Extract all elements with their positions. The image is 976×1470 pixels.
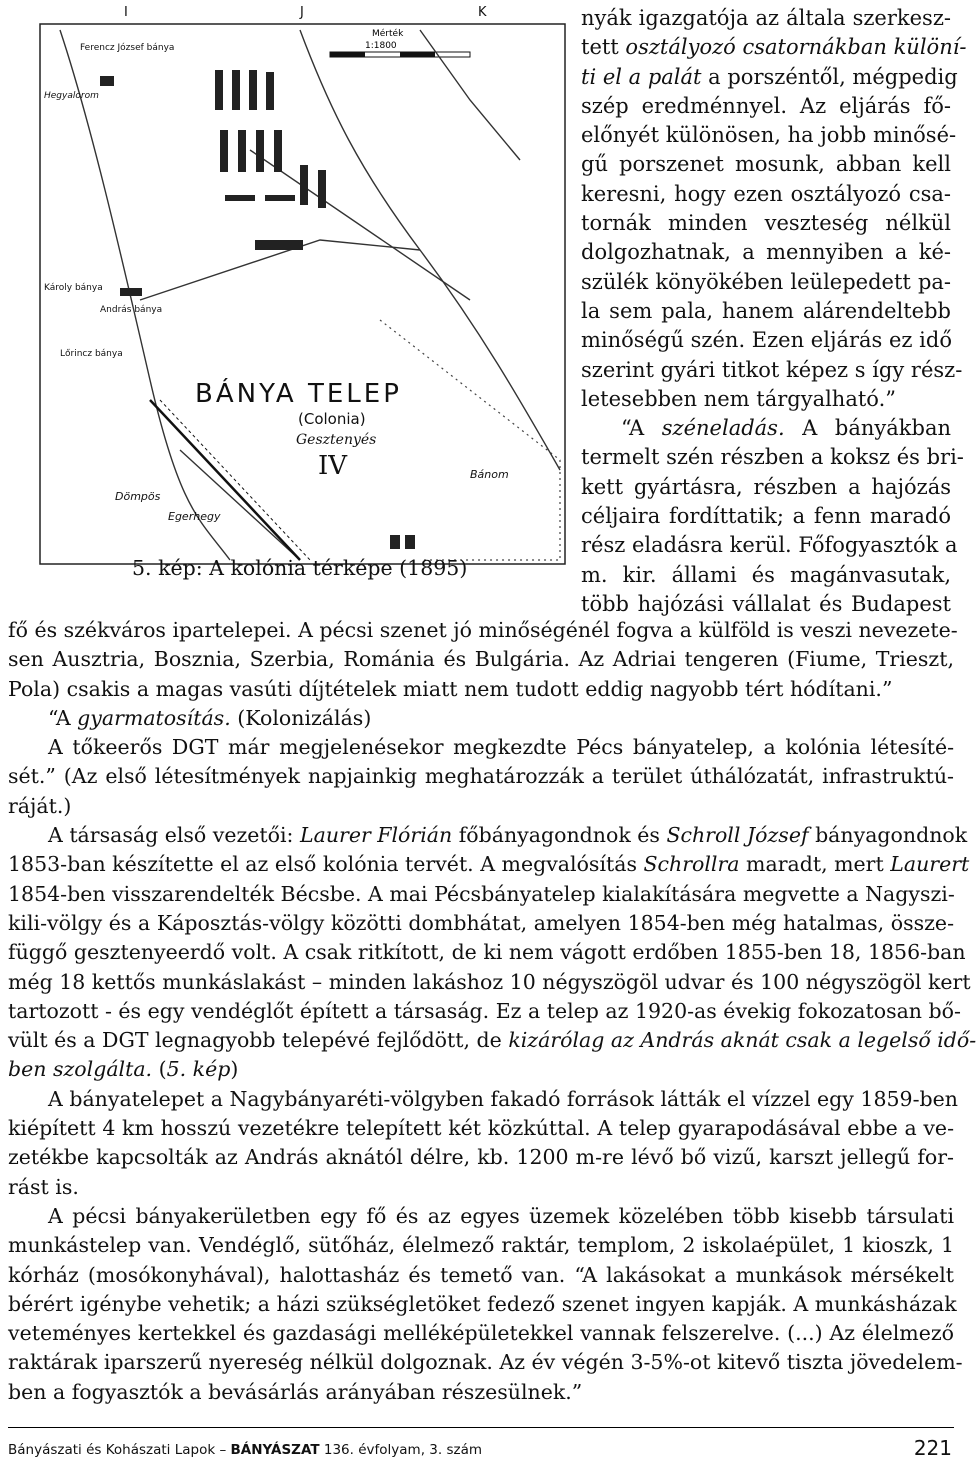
italic-text: Laurer Flórián — [299, 823, 453, 848]
text-span: ráját.) — [8, 793, 72, 818]
italic-text: gyarmatosítás. — [77, 705, 231, 730]
body-line — [8, 792, 954, 821]
italic-text: 5. kép — [166, 1057, 231, 1082]
body-text — [8, 616, 976, 1407]
body-line — [8, 1026, 976, 1055]
right-column-line — [581, 180, 951, 209]
text-span: vült és a DGT legnagyobb telepévé fejlődött, de — [8, 1028, 509, 1053]
map-label-karoly: Károly bánya — [44, 283, 103, 293]
text-span: A bányatelepet a Nagybányaréti-völgyben fakadó források látták el vízzel egy 1859-ben — [48, 1086, 958, 1111]
colony-map — [0, 0, 570, 600]
map-scale-value: 1:1800 — [365, 41, 397, 51]
right-column-line — [581, 561, 951, 590]
body-line — [8, 909, 954, 938]
text-span: termelt szén részben a koksz és bri- — [581, 445, 964, 470]
body-line — [8, 1319, 954, 1348]
body-line — [8, 997, 961, 1026]
right-column-line — [581, 385, 951, 414]
body-line — [8, 1055, 954, 1084]
right-column-line — [581, 63, 958, 92]
right-column-line — [581, 473, 951, 502]
right-column-line — [581, 356, 963, 385]
body-line — [8, 1085, 958, 1114]
text-span: főbányagondnok és — [452, 823, 667, 848]
italic-text: osztályozó csatornákban különí- — [625, 35, 967, 60]
right-column-line — [581, 414, 951, 443]
body-line — [8, 704, 954, 733]
map-label-hegyalorom: Hegyalorom — [44, 91, 99, 101]
text-span: kórház (mosókonyhával), halottasház és temető van. “A lakásokat a munkások mérsékelt — [8, 1262, 954, 1287]
text-span: A tőkeerős DGT már megjelenésekor megkezdte Pécs bányatelep, a kolónia létesíté- — [48, 735, 954, 760]
map-numeral: IV — [318, 451, 348, 481]
right-column-line — [581, 209, 951, 238]
map-grid-label-k: K — [478, 5, 487, 20]
text-span: nyák igazgatója az általa szerkesz- — [581, 6, 951, 30]
right-column-line — [581, 326, 951, 355]
body-line — [8, 645, 954, 674]
text-span: 1853-ban készítette el az első kolónia tervét. A megvalósítás — [8, 852, 644, 877]
text-span: ) — [230, 1057, 239, 1082]
italic-text: Laurert — [890, 852, 970, 877]
map-title: BÁNYA TELEP — [195, 379, 402, 409]
map-subtitle-colonia: (Colonia) — [298, 410, 366, 428]
right-column-line — [581, 121, 957, 150]
italic-text: ti el a palát — [581, 64, 702, 89]
right-column-line — [581, 590, 951, 619]
text-span: tett — [581, 35, 626, 60]
map-scale — [330, 28, 470, 57]
italic-text: Schroll József — [666, 823, 809, 848]
text-span: keresni, hogy ezen osztályozó csa- — [581, 181, 951, 206]
text-span: (Kolonizálás) — [230, 705, 372, 730]
body-line — [8, 762, 954, 791]
body-line — [8, 1202, 954, 1231]
text-span: több hajózási vállalat és Budapest — [581, 591, 951, 616]
text-span: maradt, mert — [739, 852, 891, 877]
map-label-andras: András bánya — [100, 305, 163, 315]
body-line — [8, 1348, 963, 1377]
map-grid-label-j: J — [300, 5, 304, 20]
right-column-line — [581, 531, 958, 560]
text-span: raktárak iparszerű nyereség nélkül dolgoznak. Az év végén 3-5%-ot kitevő tiszta jövedelem- — [8, 1350, 963, 1375]
text-span: előnyét különösen, ha jobb minősé- — [581, 123, 957, 148]
text-span: ben a fogyasztók a bevásárlás arányában részesülnek.” — [8, 1379, 583, 1404]
text-span: Pola) csakis a magas vasúti díjtételek miatt nem tudott eddig nagyobb tért hódítani.” — [8, 676, 893, 701]
text-span: munkástelep van. Vendéglő, sütőház, élelmező raktár, templom, 2 iskolaépület, 1 kioszk, 1 — [8, 1233, 954, 1258]
text-span: kett gyártásra, részben a hajózás — [581, 474, 951, 499]
body-line — [8, 821, 968, 850]
text-span: kili-völgy és a Káposztás-völgy közötti dombhátat, amelyen 1854-ben még hatalmas, össze- — [8, 910, 954, 935]
map-label-lorincz: Lőrincz bánya — [60, 349, 123, 359]
text-span: la sem pala, hanem alárendeltebb — [581, 298, 951, 323]
body-line — [8, 1378, 954, 1407]
text-span: minőségű szén. Ezen eljárás ez idő — [581, 328, 952, 353]
text-span: dolgozhatnak, a mennyiben a ké- — [581, 240, 951, 265]
right-column-text — [581, 4, 967, 619]
map-scale-title: Mérték — [372, 29, 404, 39]
italic-text: kizárólag az András aknát csak a legelső idő- — [508, 1028, 976, 1053]
footer-volume: 136. évfolyam, 3. szám — [319, 1442, 482, 1458]
right-column-line — [581, 297, 951, 326]
text-span: bérért igénybe vehetik; a házi szükségletöket fedező szenet ingyen kapják. A munkásházak — [8, 1291, 957, 1316]
map-subtitle-gesztenyes: Gesztenyés — [296, 432, 377, 448]
page-footer — [8, 1442, 482, 1458]
text-span: gű porszenet mosunk, abban kell — [581, 152, 951, 177]
text-span: szép eredménnyel. Az eljárás fő- — [581, 93, 951, 118]
italic-text: Schrollra — [643, 852, 740, 877]
map-label-dompos: Dömpös — [115, 490, 161, 503]
map-grid-label-i: I — [124, 5, 128, 20]
text-span: még 18 kettős munkáslakást – minden lakáshoz 10 négyszögöl udvar és 100 négyszögöl kert — [8, 969, 971, 994]
text-span: tornák minden veszteség nélkül — [581, 211, 951, 236]
map-label-egerhegy: Egerhegy — [168, 510, 221, 523]
body-line — [8, 1114, 954, 1143]
body-line — [8, 1231, 954, 1260]
text-span: szülék könyökében leülepedett pa- — [581, 269, 951, 294]
right-column-line — [581, 238, 951, 267]
footer-journal: Bányászati és Kohászati Lapok – — [8, 1442, 231, 1458]
text-span: 1854-ben visszarendelték Bécsbe. A mai Pécsbányatelep kialakítására megvette a Nagyszi- — [8, 881, 955, 906]
text-span: “A — [621, 416, 662, 441]
text-span: szerint gyári titkot képez s így rész- — [581, 357, 963, 382]
text-span: bányagondnok — [808, 823, 968, 848]
right-column-line — [581, 502, 951, 531]
body-line — [8, 1290, 957, 1319]
text-span: kiépített 4 km hosszú vezetékre telepített két közkúttal. A telep gyarapodásával ebbe a ve- — [8, 1116, 954, 1141]
map-label-banom: Bánom — [470, 468, 509, 481]
text-span: sét.” (Az első létesítmények napjainkig meghatározzák a terület úthálózatát, infrastruktú- — [8, 764, 954, 789]
text-span: ( — [152, 1057, 167, 1082]
body-line — [8, 1173, 954, 1202]
page-number: 221 — [913, 1436, 952, 1460]
footer-journal-bold: BÁNYÁSZAT — [230, 1442, 320, 1458]
map-label-ferencz-jozsef: Ferencz József bánya — [80, 43, 175, 53]
body-line — [8, 733, 954, 762]
text-span: “A — [48, 705, 78, 730]
body-line — [8, 968, 971, 997]
right-column-line — [581, 268, 951, 297]
body-line — [8, 850, 970, 879]
text-span: m. kir. állami és magánvasutak, — [581, 562, 951, 587]
body-line — [8, 1261, 954, 1290]
text-span: fő és székváros ipartelepei. A pécsi szenet jó minőségénél fogva a külföld is veszi nevezete- — [8, 618, 958, 642]
right-column-line — [581, 150, 951, 179]
right-column-line — [581, 92, 951, 121]
text-span: A bányákban — [784, 416, 951, 441]
text-span: A társaság első vezetői: — [48, 823, 300, 848]
text-span: tartozott - és egy vendéglőt épített a társaság. Ez a telep az 1920-as évekig fokozatosan bő- — [8, 998, 961, 1023]
body-line — [8, 938, 966, 967]
footer-divider — [8, 1427, 954, 1428]
text-span: A pécsi bányakerületben egy fő és az egyes üzemek közelében több kisebb társulati — [48, 1203, 954, 1228]
right-column-line — [581, 4, 951, 33]
body-line — [8, 675, 954, 704]
body-line — [8, 1143, 954, 1172]
right-column-line — [581, 33, 967, 62]
figure-caption: 5. kép: A kolónia térképe (1895) — [132, 556, 468, 580]
text-span: zetékbe kapcsolták az András aknától délre, kb. 1200 m-re lévő bő vizű, karszt jellegű for- — [8, 1145, 954, 1170]
body-line — [8, 616, 958, 645]
text-span: letesebben nem tárgyalható.” — [581, 386, 896, 411]
text-span: rész eladásra kerül. Főfogyasztók a — [581, 533, 958, 558]
text-span: rást is. — [8, 1174, 79, 1199]
italic-text: ben szolgálta. — [8, 1057, 153, 1082]
italic-text: széneladás. — [661, 416, 785, 441]
body-line — [8, 880, 954, 909]
text-span: céljaira fordíttatik; a fenn maradó — [581, 504, 951, 529]
text-span: a porszéntől, mégpedig — [701, 64, 958, 89]
text-span: függő gesztenyeerdő volt. A csak ritkított, de ki nem vágott erdőben 1855-ben 18, 1856-ban — [8, 940, 966, 965]
right-column-line — [581, 443, 964, 472]
text-span: sen Ausztria, Bosznia, Szerbia, Románia és Bulgária. Az Adriai tengeren (Fiume, Trieszt, — [8, 647, 954, 672]
text-span: veteményes kertekkel és gazdasági melléképületekkel vannak felszerelve. (...) Az élelmező — [8, 1321, 954, 1346]
